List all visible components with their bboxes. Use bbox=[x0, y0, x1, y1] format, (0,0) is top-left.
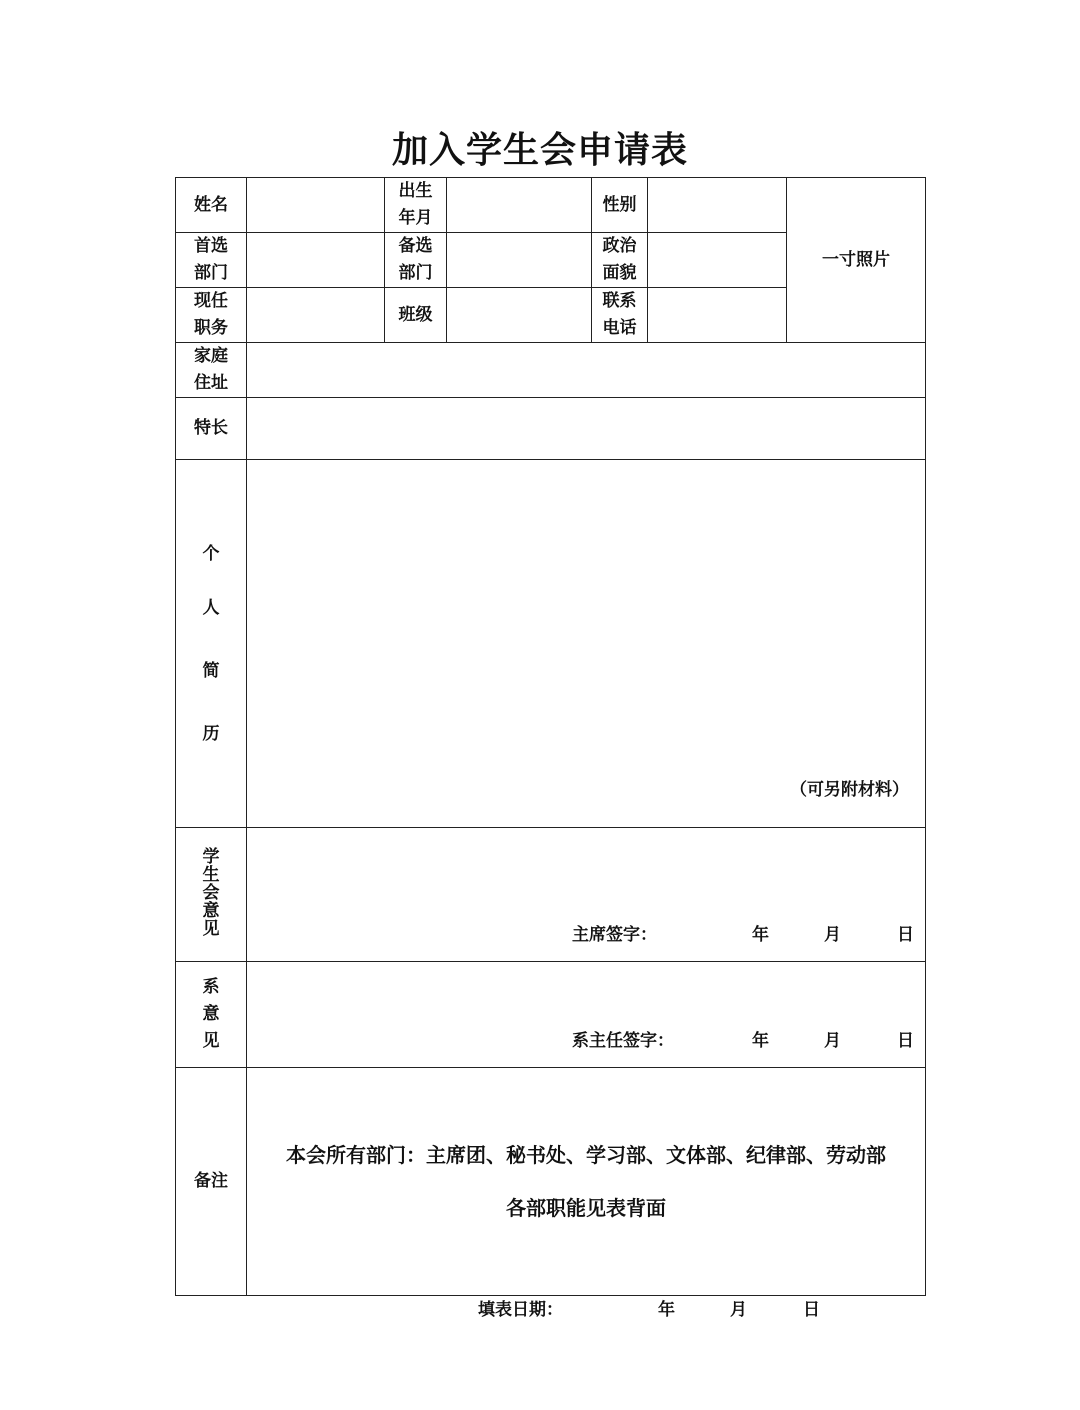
chairman-signature-row bbox=[247, 922, 925, 948]
photo-box[interactable] bbox=[787, 178, 926, 343]
row-resume bbox=[176, 460, 926, 828]
day-label: 日 bbox=[897, 1031, 914, 1051]
label-current-position: 现任职务 bbox=[176, 288, 247, 343]
label-student-union-opinion: 学生会意见 bbox=[176, 828, 247, 962]
row-student-union-opinion bbox=[176, 828, 926, 962]
dean-signature-label: 系主任签字： bbox=[572, 1031, 674, 1051]
day-label: 日 bbox=[897, 925, 914, 945]
input-specialty[interactable] bbox=[247, 398, 926, 460]
row-name bbox=[176, 178, 926, 233]
fill-date-year: 年 bbox=[658, 1300, 675, 1320]
label-first-choice: 首选部门 bbox=[176, 233, 247, 288]
label-political-status: 政治面貌 bbox=[592, 233, 648, 288]
row-remarks bbox=[176, 1068, 926, 1296]
row-specialty bbox=[176, 398, 926, 460]
remarks-content bbox=[247, 1068, 926, 1296]
form-title: 加入学生会申请表 bbox=[391, 130, 688, 171]
input-phone[interactable] bbox=[648, 288, 787, 343]
photo-label: 一寸照片 bbox=[822, 250, 890, 270]
chairman-signature-label: 主席签字： bbox=[572, 925, 657, 945]
input-second-choice[interactable] bbox=[447, 233, 592, 288]
label-department-opinion: 系意见 bbox=[176, 962, 247, 1068]
year-label: 年 bbox=[752, 1031, 769, 1051]
fill-date-label: 填表日期： bbox=[478, 1300, 563, 1320]
input-student-union-opinion[interactable] bbox=[247, 828, 926, 962]
fill-date-day: 日 bbox=[803, 1300, 820, 1320]
fill-date-row bbox=[0, 1295, 1080, 1319]
remarks-line-1: 本会所有部门：主席团、秘书处、学习部、文体部、纪律部、劳动部 bbox=[286, 1142, 886, 1167]
input-gender[interactable] bbox=[648, 178, 787, 233]
label-name: 姓名 bbox=[176, 178, 247, 233]
label-birth: 出生年月 bbox=[385, 178, 447, 233]
year-label: 年 bbox=[752, 925, 769, 945]
label-resume: 个 人 简 历 bbox=[176, 460, 247, 828]
input-department-opinion[interactable] bbox=[247, 962, 926, 1068]
input-current-position[interactable] bbox=[247, 288, 385, 343]
input-first-choice[interactable] bbox=[247, 233, 385, 288]
label-second-choice: 备选部门 bbox=[385, 233, 447, 288]
row-address bbox=[176, 343, 926, 398]
application-form-table bbox=[175, 177, 926, 1296]
input-class[interactable] bbox=[447, 288, 592, 343]
label-remarks: 备注 bbox=[176, 1068, 247, 1296]
row-department-opinion bbox=[176, 962, 926, 1068]
month-label: 月 bbox=[824, 925, 841, 945]
input-birth[interactable] bbox=[447, 178, 592, 233]
label-class: 班级 bbox=[385, 288, 447, 343]
input-home-address[interactable] bbox=[247, 343, 926, 398]
label-gender: 性别 bbox=[592, 178, 648, 233]
input-name[interactable] bbox=[247, 178, 385, 233]
label-specialty: 特长 bbox=[176, 398, 247, 460]
input-political-status[interactable] bbox=[648, 233, 787, 288]
fill-date-month: 月 bbox=[730, 1300, 747, 1320]
input-resume[interactable] bbox=[247, 460, 926, 828]
attachment-note: （可另附材料） bbox=[790, 780, 909, 800]
label-home-address: 家庭住址 bbox=[176, 343, 247, 398]
dean-signature-row bbox=[247, 1028, 925, 1054]
month-label: 月 bbox=[824, 1031, 841, 1051]
remarks-line-2: 各部职能见表背面 bbox=[506, 1195, 666, 1220]
label-phone: 联系电话 bbox=[592, 288, 648, 343]
